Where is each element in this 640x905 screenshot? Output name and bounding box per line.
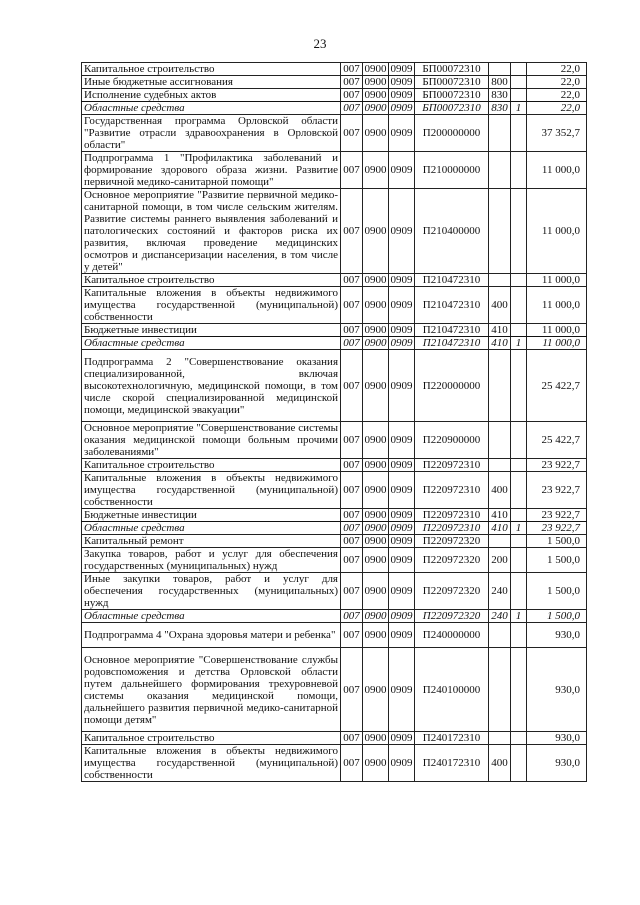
row-vr: 410 [489, 337, 511, 350]
row-name: Областные средства [82, 337, 341, 350]
row-name: Подпрограмма 4 "Охрана здоровья матери и ребенка" [82, 623, 341, 648]
row-csr: П210472310 [415, 274, 489, 287]
row-sum: 25 422,7 [527, 422, 587, 459]
row-ved: 007 [341, 623, 363, 648]
row-rz: 0900 [363, 115, 389, 152]
row-sum: 930,0 [527, 745, 587, 782]
row-ved: 007 [341, 63, 363, 76]
row-name: Областные средства [82, 522, 341, 535]
row-csr: БП00072310 [415, 63, 489, 76]
row-vr [489, 274, 511, 287]
row-src: 1 [511, 337, 527, 350]
row-vr [489, 115, 511, 152]
row-vr [489, 648, 511, 732]
row-rz: 0900 [363, 745, 389, 782]
table-row [82, 152, 587, 189]
row-name: Основное мероприятие "Совершенствование службы родовспоможения и детства Орловской области путем дальнейшего формирования трехуровневой системы оказания медицинской помощи, дальнейшего развития первичной медико-санитарной помощи детям" [82, 648, 341, 732]
row-vr [489, 732, 511, 745]
table-body [82, 63, 587, 782]
table-row [82, 610, 587, 623]
row-pr: 0909 [389, 573, 415, 610]
row-sum: 22,0 [527, 89, 587, 102]
row-csr: П210472310 [415, 337, 489, 350]
row-sum: 11 000,0 [527, 152, 587, 189]
row-csr: П220972310 [415, 522, 489, 535]
row-pr: 0909 [390, 76, 413, 88]
row-vr: 240 [489, 610, 511, 623]
row-vr: 200 [489, 548, 511, 573]
row-ved: 007 [341, 472, 363, 509]
row-rz: 0900 [364, 63, 387, 75]
page-number: 23 [313, 36, 327, 51]
table-row [82, 648, 587, 732]
row-pr: 0909 [389, 648, 415, 732]
row-csr: П200000000 [415, 115, 489, 152]
row-vr: 400 [489, 745, 511, 782]
row-vr [489, 623, 511, 648]
row-csr: П210472310 [415, 324, 489, 337]
row-sum: 1 500,0 [527, 548, 587, 573]
row-src [511, 472, 527, 509]
row-csr: П220900000 [415, 422, 489, 459]
row-src [511, 535, 527, 548]
row-ved: 007 [341, 350, 363, 422]
row-rz: 0900 [364, 509, 387, 521]
row-sum: 11 000,0 [527, 324, 587, 337]
row-rz: 0900 [364, 274, 387, 286]
table-row [82, 189, 587, 274]
row-vr: 800 [489, 76, 511, 89]
row-vr [489, 189, 511, 274]
row-ved: 007 [341, 189, 363, 274]
row-ved: 007 [341, 745, 363, 782]
table-row [82, 422, 587, 459]
row-vr: 830 [489, 102, 511, 115]
row-pr: 0909 [389, 623, 415, 648]
row-vr: 410 [489, 509, 511, 522]
row-ved: 007 [341, 102, 363, 115]
row-vr: 410 [489, 522, 511, 535]
row-vr [489, 535, 511, 548]
row-pr: 0909 [389, 152, 415, 189]
table-row [82, 102, 587, 115]
row-src [511, 648, 527, 732]
row-sum: 11 000,0 [527, 337, 587, 350]
row-ved: 007 [341, 324, 363, 337]
row-pr: 0909 [389, 287, 415, 324]
row-pr: 0909 [390, 274, 413, 286]
row-name: Областные средства [82, 610, 341, 623]
row-vr: 410 [489, 324, 511, 337]
table-row [82, 287, 587, 324]
table-row [82, 324, 587, 337]
row-rz: 0900 [364, 610, 387, 622]
row-sum: 1 500,0 [527, 573, 587, 610]
row-src: 1 [511, 102, 527, 115]
row-pr: 0909 [390, 102, 413, 114]
row-ved: 007 [341, 732, 363, 745]
row-vr: 830 [489, 89, 511, 102]
row-ved: 007 [341, 522, 363, 535]
row-rz: 0900 [364, 459, 387, 471]
row-name: Исполнение судебных актов [82, 89, 341, 102]
row-sum: 11 000,0 [527, 287, 587, 324]
row-csr: П240100000 [415, 648, 489, 732]
row-name: Бюджетные инвестиции [82, 324, 341, 337]
row-src [511, 63, 527, 76]
row-src [511, 350, 527, 422]
row-pr: 0909 [390, 337, 413, 349]
row-pr: 0909 [389, 472, 415, 509]
row-src [511, 274, 527, 287]
table-row [82, 623, 587, 648]
row-rz: 0900 [364, 732, 387, 744]
row-vr [489, 63, 511, 76]
row-csr: П240172310 [415, 745, 489, 782]
row-name: Капитальные вложения в объекты недвижимого имущества государственной (муниципальной) собственности [82, 287, 341, 324]
row-csr: П240172310 [415, 732, 489, 745]
row-name: Иные закупки товаров, работ и услуг для обеспечения государственных (муниципальных) нужд [82, 573, 341, 610]
row-csr: П220972320 [415, 535, 489, 548]
row-csr: П220972310 [415, 509, 489, 522]
row-ved: 007 [341, 422, 363, 459]
row-src [511, 189, 527, 274]
row-csr: БП00072310 [415, 102, 489, 115]
row-pr: 0909 [390, 459, 413, 471]
table-row [82, 76, 587, 89]
row-ved: 007 [341, 287, 363, 324]
row-sum: 25 422,7 [527, 350, 587, 422]
row-csr: П220972320 [415, 573, 489, 610]
row-sum: 22,0 [527, 76, 587, 89]
row-name: Основное мероприятие "Развитие первичной медико-санитарной помощи, в том числе сельским жителям. Развитие системы раннего выявления заболеваний и патологических состояний и факторов риска их развития, включая проведение медицинских осмотров и диспансеризации населения, в том числе у детей" [82, 189, 341, 274]
row-src [511, 287, 527, 324]
row-pr: 0909 [390, 610, 413, 622]
row-sum: 37 352,7 [527, 115, 587, 152]
row-vr [489, 422, 511, 459]
row-rz: 0900 [364, 522, 387, 534]
row-pr: 0909 [389, 115, 415, 152]
table-row [82, 732, 587, 745]
row-src [511, 548, 527, 573]
row-rz: 0900 [364, 89, 387, 101]
row-sum: 930,0 [527, 732, 587, 745]
row-sum: 11 000,0 [527, 189, 587, 274]
row-ved: 007 [341, 610, 363, 623]
row-rz: 0900 [363, 548, 389, 573]
row-sum: 930,0 [527, 623, 587, 648]
row-name: Капитальные вложения в объекты недвижимого имущества государственной (муниципальной) собственности [82, 745, 341, 782]
row-ved: 007 [341, 89, 363, 102]
row-name: Иные бюджетные ассигнования [82, 76, 341, 89]
table-row [82, 573, 587, 610]
row-ved: 007 [341, 274, 363, 287]
row-pr: 0909 [389, 548, 415, 573]
row-pr: 0909 [390, 535, 413, 547]
row-name: Подпрограмма 2 "Совершенствование оказания специализированной, включая высокотехнологичную, медицинской помощи, в том числе скорой специализированной медицинской помощи, медицинской эвакуации" [82, 350, 341, 422]
row-vr: 240 [489, 573, 511, 610]
row-pr: 0909 [389, 745, 415, 782]
row-src [511, 89, 527, 102]
row-sum: 22,0 [527, 63, 587, 76]
row-rz: 0900 [364, 102, 387, 114]
table-row [82, 472, 587, 509]
row-sum: 1 500,0 [527, 610, 587, 623]
table-row [82, 63, 587, 76]
row-src: 1 [511, 522, 527, 535]
row-src [511, 732, 527, 745]
row-pr: 0909 [389, 422, 415, 459]
budget-table [81, 62, 587, 782]
row-rz: 0900 [363, 623, 389, 648]
row-src [511, 745, 527, 782]
row-src [511, 422, 527, 459]
row-name: Капитальное строительство [82, 732, 341, 745]
row-name: Капитальное строительство [82, 459, 341, 472]
row-csr: П220972320 [415, 610, 489, 623]
row-pr: 0909 [390, 324, 413, 336]
row-pr: 0909 [390, 89, 413, 101]
row-vr [489, 459, 511, 472]
table-row [82, 337, 587, 350]
row-rz: 0900 [363, 350, 389, 422]
row-rz: 0900 [363, 189, 389, 274]
table-row [82, 745, 587, 782]
row-sum: 930,0 [527, 648, 587, 732]
table-row [82, 89, 587, 102]
row-src [511, 623, 527, 648]
row-src [511, 509, 527, 522]
row-name: Капитальное строительство [82, 274, 341, 287]
row-vr [489, 350, 511, 422]
row-csr: П210000000 [415, 152, 489, 189]
row-src [511, 115, 527, 152]
row-sum: 23 922,7 [527, 522, 587, 535]
row-src: 1 [511, 610, 527, 623]
row-rz: 0900 [364, 76, 387, 88]
row-rz: 0900 [363, 472, 389, 509]
table-row [82, 509, 587, 522]
row-name: Областные средства [82, 102, 341, 115]
row-ved: 007 [341, 459, 363, 472]
row-name: Подпрограмма 1 "Профилактика заболеваний и формирование здорового образа жизни. Развитие первичной медико-санитарной помощи" [82, 152, 341, 189]
row-pr: 0909 [390, 63, 413, 75]
row-name: Основное мероприятие "Совершенствование системы оказания медицинской помощи больным прочими заболеваниями" [82, 422, 341, 459]
row-sum: 23 922,7 [527, 472, 587, 509]
row-pr: 0909 [389, 189, 415, 274]
row-rz: 0900 [364, 324, 387, 336]
row-csr: П210400000 [415, 189, 489, 274]
row-ved: 007 [341, 115, 363, 152]
row-csr: П220972310 [415, 472, 489, 509]
row-ved: 007 [341, 509, 363, 522]
row-name: Закупка товаров, работ и услуг для обеспечения государственных (муниципальных) нужд [82, 548, 341, 573]
row-src [511, 152, 527, 189]
row-ved: 007 [341, 337, 363, 350]
row-csr: П210472310 [415, 287, 489, 324]
table-row [82, 522, 587, 535]
row-csr: П240000000 [415, 623, 489, 648]
table-row [82, 274, 587, 287]
row-name: Капитальный ремонт [82, 535, 341, 548]
row-ved: 007 [341, 648, 363, 732]
row-vr [489, 152, 511, 189]
row-name: Капитальные вложения в объекты недвижимого имущества государственной (муниципальной) собственности [82, 472, 341, 509]
table-row [82, 535, 587, 548]
row-src [511, 573, 527, 610]
row-rz: 0900 [363, 287, 389, 324]
row-sum: 1 500,0 [527, 535, 587, 548]
table-row [82, 459, 587, 472]
row-name: Капитальное строительство [82, 63, 341, 76]
row-rz: 0900 [363, 573, 389, 610]
row-pr: 0909 [390, 522, 413, 534]
row-rz: 0900 [363, 422, 389, 459]
row-pr: 0909 [390, 732, 413, 744]
row-rz: 0900 [363, 648, 389, 732]
row-ved: 007 [341, 548, 363, 573]
row-src [511, 459, 527, 472]
row-pr: 0909 [390, 509, 413, 521]
row-rz: 0900 [364, 337, 387, 349]
row-src [511, 324, 527, 337]
row-vr: 400 [489, 287, 511, 324]
table-row [82, 548, 587, 573]
row-csr: БП00072310 [415, 76, 489, 89]
row-sum: 22,0 [527, 102, 587, 115]
row-rz: 0900 [364, 535, 387, 547]
row-csr: П220972320 [415, 548, 489, 573]
row-src [511, 76, 527, 89]
row-pr: 0909 [389, 350, 415, 422]
table-row [82, 350, 587, 422]
table-row [82, 115, 587, 152]
row-csr: П220000000 [415, 350, 489, 422]
row-ved: 007 [341, 76, 363, 89]
row-sum: 23 922,7 [527, 509, 587, 522]
row-sum: 11 000,0 [527, 274, 587, 287]
row-rz: 0900 [363, 152, 389, 189]
row-sum: 23 922,7 [527, 459, 587, 472]
row-ved: 007 [341, 535, 363, 548]
row-csr: П220972310 [415, 459, 489, 472]
row-name: Государственная программа Орловской области "Развитие отрасли здравоохранения в Орловской области" [82, 115, 341, 152]
row-vr: 400 [489, 472, 511, 509]
row-name: Бюджетные инвестиции [82, 509, 341, 522]
row-ved: 007 [341, 573, 363, 610]
row-csr: БП00072310 [415, 89, 489, 102]
row-ved: 007 [341, 152, 363, 189]
